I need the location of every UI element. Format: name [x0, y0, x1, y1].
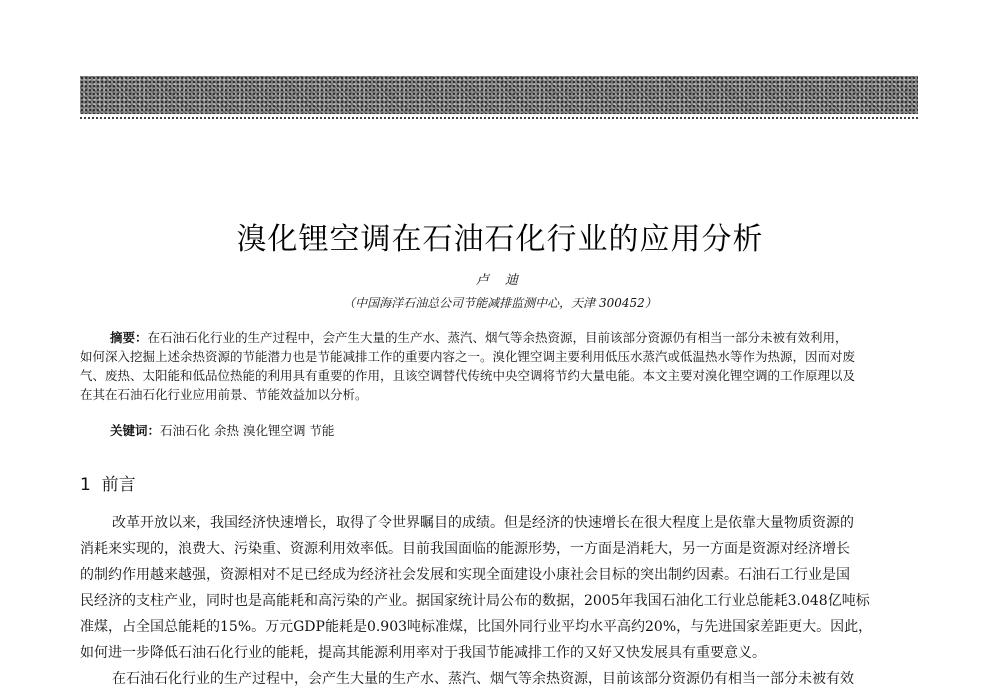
section-heading-text: 前言: [101, 475, 136, 495]
author-affiliation: （中国海洋石油总公司节能减排监测中心，天津 300452）: [343, 296, 657, 310]
body-line: 如何进一步降低石油石化行业的能耗，提高其能源利用率对于我国节能减排工作的又好又快发展具有重要意义。: [80, 645, 766, 661]
abstract-label: 摘要：: [110, 330, 148, 345]
abstract-line: 在其在石油石化行业应用前景、节能效益加以分析。: [80, 387, 368, 402]
body-line: 在石油石化行业的生产过程中，会产生大量的生产水、蒸汽、烟气等余热资源，目前该部分资源仍有相当一部分未被有效: [112, 671, 854, 687]
body-text: [80, 510, 918, 692]
section-number: 1: [80, 475, 91, 495]
author-name: 卢 迪: [475, 273, 525, 288]
keywords-label: 关键词：: [110, 423, 161, 438]
section-heading: [80, 470, 136, 495]
keywords-value: 石油石化 余热 溴化锂空调 节能: [160, 423, 335, 438]
journal-header-band: [80, 76, 918, 114]
body-line: 准煤，占全国总能耗的15%。万元GDP能耗是0.903吨标准煤，比国外同行业平均水平高约20%，与先进国家差距更大。因此，: [80, 619, 873, 635]
body-line: 改革开放以来，我国经济快速增长，取得了令世界瞩目的成绩。但是经济的快速增长在很大程度上是依靠大量物质资源的: [112, 515, 854, 531]
paper-title: 溴化锂空调在石油石化行业的应用分析: [236, 222, 764, 257]
body-line: 民经济的支柱产业，同时也是高能耗和高污染的产业。据国家统计局公布的数据，2005年我国石油化工行业总能耗3.048亿吨标: [80, 593, 870, 609]
body-line: 的制约作用越来越强，资源相对不足已经成为经济社会发展和实现全面建设小康社会目标的突出制约因素。石油石工行业是国: [80, 567, 850, 583]
abstract-line: 如何深入挖掘上述余热资源的节能潜力也是节能减排工作的重要内容之一。溴化锂空调主要利用低压水蒸汽或低温热水等作为热源，因而对废: [80, 349, 856, 364]
keywords: [110, 421, 334, 439]
abstract: [80, 328, 918, 404]
abstract-line: 气、废热、太阳能和低品位热能的利用具有重要的作用，且该空调替代传统中央空调将节约大量电能。本文主要对溴化锂空调的工作原理以及: [80, 368, 856, 383]
header-divider: [80, 117, 918, 119]
abstract-line: 摘要：在石油石化行业的生产过程中，会产生大量的生产水、蒸汽、烟气等余热资源，目前该部分资源仍有相当一部分未被有效利用，: [110, 330, 848, 345]
body-line: 消耗来实现的，浪费大、污染重、资源利用效率低。目前我国面临的能源形势，一方面是消耗大，另一方面是资源对经济增长: [80, 541, 850, 557]
